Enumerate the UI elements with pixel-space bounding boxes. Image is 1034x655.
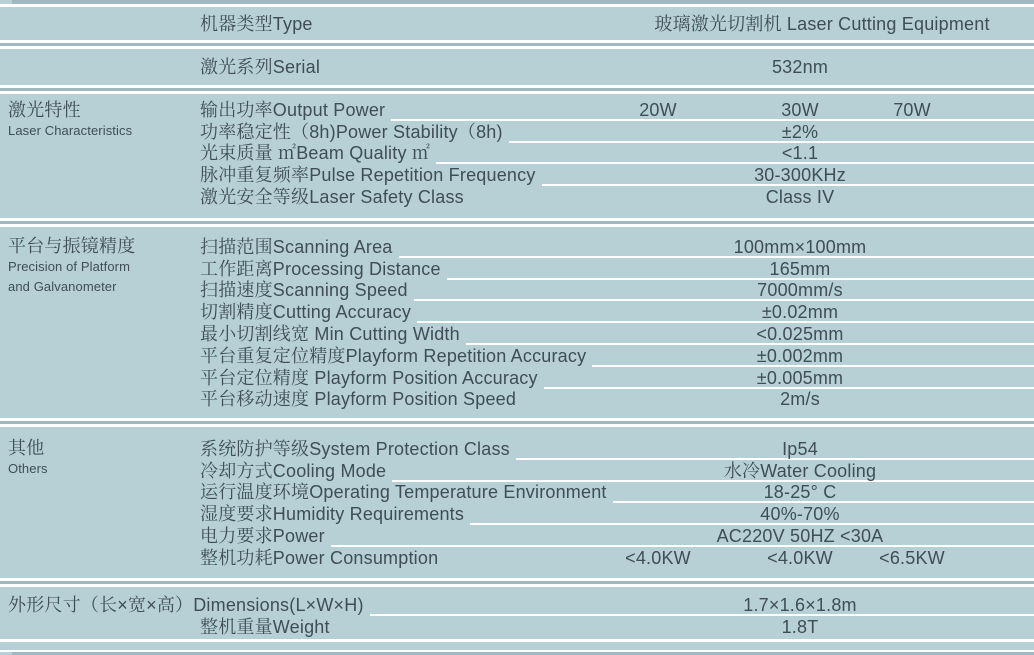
section-machine-type bbox=[0, 7, 1034, 40]
row-divider bbox=[516, 438, 1034, 460]
section-title-zh: 激光特性 bbox=[8, 100, 81, 120]
row-divider bbox=[466, 323, 1034, 345]
row-divider bbox=[470, 503, 1034, 525]
spec-label: 光束质量 ㎡Beam Quality ㎡ bbox=[200, 143, 431, 164]
section-separator bbox=[0, 218, 1034, 227]
spec-value: 2m/s bbox=[780, 389, 820, 410]
row-divider bbox=[417, 301, 1034, 323]
spec-label: 扫描范围Scanning Area bbox=[200, 236, 393, 257]
spec-label: 切割精度Cutting Accuracy bbox=[200, 302, 412, 323]
row-weight bbox=[0, 616, 1034, 638]
row-spacer bbox=[522, 389, 1034, 411]
row-divider bbox=[391, 99, 1034, 121]
spec-value: 18-25° C bbox=[763, 482, 837, 503]
section-separator bbox=[0, 85, 1034, 94]
row-cooling-mode bbox=[0, 460, 1034, 482]
spec-value: ±2% bbox=[781, 121, 819, 142]
row-divider bbox=[436, 143, 1034, 165]
spec-value: 30-300KHz bbox=[754, 165, 846, 186]
row-power-requirement bbox=[0, 525, 1034, 547]
spec-label: 激光安全等级Laser Safety Class bbox=[200, 187, 464, 208]
spec-value: ±0.002mm bbox=[756, 345, 844, 366]
spec-value: 7000mm/s bbox=[757, 280, 843, 301]
row-divider bbox=[414, 280, 1034, 302]
spec-value: 70W bbox=[893, 99, 931, 120]
spec-label: 冷却方式Cooling Mode bbox=[200, 460, 387, 481]
row-pulse-repetition-frequency bbox=[0, 164, 1034, 186]
section-separator bbox=[0, 418, 1034, 427]
spec-value: Class IV bbox=[765, 187, 835, 208]
spec-label: 整机重量Weight bbox=[200, 616, 330, 637]
row-scanning-area bbox=[0, 236, 1034, 258]
row-scanning-speed bbox=[0, 280, 1034, 302]
spec-value: <4.0KW bbox=[767, 547, 833, 568]
row-operating-temperature bbox=[0, 482, 1034, 504]
row-spacer bbox=[444, 547, 1034, 569]
row-divider bbox=[370, 594, 1034, 616]
row-divider bbox=[509, 121, 1034, 143]
spec-value: 20W bbox=[639, 99, 677, 120]
row-spacer bbox=[326, 49, 1034, 85]
spec-label: 功率稳定性（8h)Power Stability（8h) bbox=[200, 121, 503, 142]
spec-value: ±0.02mm bbox=[761, 302, 839, 323]
spec-value: <0.025mm bbox=[756, 324, 844, 345]
spec-value: 水冷Water Cooling bbox=[723, 460, 877, 481]
spec-label: 脉冲重复频率Pulse Repetition Frequency bbox=[200, 165, 536, 186]
spec-value: <6.5KW bbox=[879, 547, 945, 568]
spec-value: ±0.005mm bbox=[756, 367, 844, 388]
row-divider bbox=[392, 460, 1034, 482]
spec-label: 扫描速度Scanning Speed bbox=[200, 280, 408, 301]
spec-label: 工作距离Processing Distance bbox=[200, 258, 441, 279]
section-title-zh: 平台与振镜精度 bbox=[8, 236, 136, 256]
row-divider bbox=[447, 258, 1034, 280]
spec-label: 平台重复定位精度Playform Repetition Accuracy bbox=[200, 345, 587, 366]
spec-value: AC220V 50HZ <30A bbox=[716, 526, 884, 547]
section-platform-precision bbox=[0, 227, 1034, 418]
spec-value: <1.1 bbox=[781, 143, 819, 164]
spec-label: 运行温度环境Operating Temperature Environment bbox=[200, 482, 607, 503]
row-repetition-accuracy bbox=[0, 345, 1034, 367]
spec-label: 平台移动速度 Playform Position Speed bbox=[200, 389, 517, 410]
spec-value: Ip54 bbox=[782, 438, 818, 459]
row-position-speed bbox=[0, 389, 1034, 411]
spec-label: 整机功耗Power Consumption bbox=[200, 547, 439, 568]
spec-label: 机器类型Type bbox=[200, 13, 313, 34]
spec-value: <4.0KW bbox=[625, 547, 691, 568]
spec-value: 40%-70% bbox=[760, 504, 840, 525]
row-output-power bbox=[0, 99, 1034, 121]
row-beam-quality bbox=[0, 143, 1034, 165]
section-title-en: Laser Characteristics bbox=[8, 123, 133, 138]
row-protection-class bbox=[0, 438, 1034, 460]
spec-value: 532nm bbox=[771, 57, 829, 77]
spec-value: 165mm bbox=[769, 258, 831, 279]
spec-label: 电力要求Power bbox=[200, 526, 325, 547]
section-separator bbox=[0, 40, 1034, 49]
row-machine-type bbox=[0, 7, 1034, 40]
section-title-en: Others bbox=[8, 461, 48, 476]
section-laser-characteristics bbox=[0, 94, 1034, 218]
spec-label: 系统防护等级System Protection Class bbox=[200, 438, 510, 459]
row-humidity-requirements bbox=[0, 503, 1034, 525]
row-processing-distance bbox=[0, 258, 1034, 280]
spec-label: 激光系列Serial bbox=[200, 57, 321, 77]
spec-value: 1.8T bbox=[781, 616, 819, 637]
spec-label: 湿度要求Humidity Requirements bbox=[200, 504, 465, 525]
row-spacer bbox=[336, 616, 1034, 638]
row-power-stability bbox=[0, 121, 1034, 143]
spec-value: 玻璃激光切割机 Laser Cutting Equipment bbox=[654, 13, 990, 34]
row-cutting-accuracy bbox=[0, 301, 1034, 323]
spec-value: 1.7×1.6×1.8m bbox=[743, 594, 857, 615]
row-spacer bbox=[470, 186, 1034, 208]
spec-label: 输出功率Output Power bbox=[200, 99, 386, 120]
spec-label: 平台定位精度 Playform Position Accuracy bbox=[200, 367, 538, 388]
spec-label: 外形尺寸（长×宽×高）Dimensions(L×W×H) bbox=[8, 594, 364, 615]
row-laser-safety-class bbox=[0, 186, 1034, 208]
spec-value: 30W bbox=[781, 99, 819, 120]
section-others bbox=[0, 427, 1034, 578]
row-divider bbox=[399, 236, 1034, 258]
row-position-accuracy bbox=[0, 367, 1034, 389]
row-min-cutting-width bbox=[0, 323, 1034, 345]
section-title-zh: 其他 bbox=[8, 438, 45, 458]
section-laser-serial bbox=[0, 49, 1034, 85]
spec-value: 100mm×100mm bbox=[733, 236, 867, 257]
section-dimensions bbox=[0, 587, 1034, 639]
section-separator bbox=[0, 578, 1034, 587]
row-dimensions bbox=[0, 594, 1034, 616]
bottom-gap bbox=[0, 642, 1034, 650]
section-title-en: Precision of Platform bbox=[8, 259, 131, 274]
row-laser-serial bbox=[0, 49, 1034, 85]
section-title-en: and Galvanometer bbox=[8, 279, 117, 294]
spec-label: 最小切割线宽 Min Cutting Width bbox=[200, 324, 460, 345]
row-power-consumption bbox=[0, 547, 1034, 569]
row-divider bbox=[331, 525, 1034, 547]
